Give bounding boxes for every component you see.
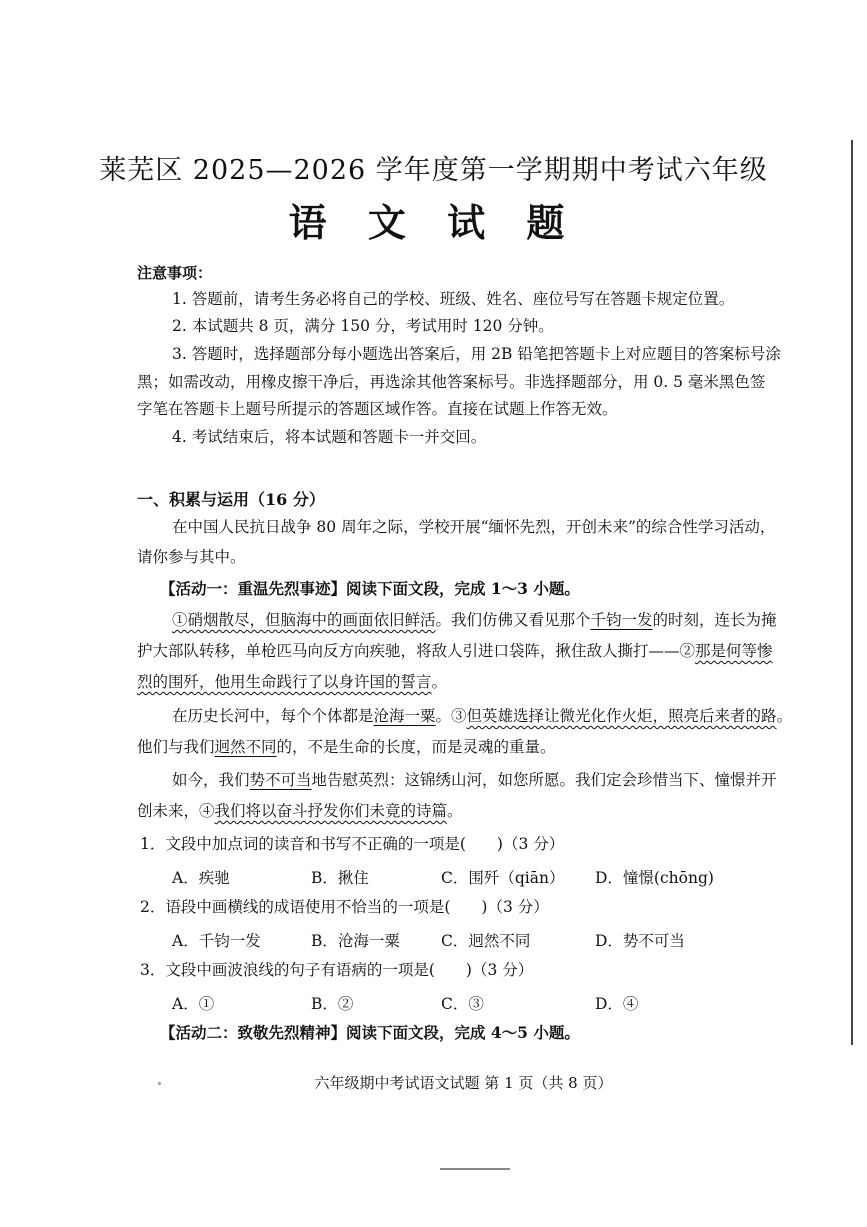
section-heading: 一、积累与运用（16 分） <box>137 490 325 509</box>
sentence-4: 我们将以奋斗抒发你们未竟的诗篇 <box>214 802 448 820</box>
intro-line-1: 在中国人民抗日战争 80 周年之际，学校开展“缅怀先烈，开创未来”的综合性学习活动， <box>172 518 776 536</box>
question-1-option-a: A．疾驰 <box>172 869 230 887</box>
idiom-1: 千钧一发 <box>590 611 653 629</box>
idiom-4: 势不可当 <box>249 771 312 789</box>
notice-heading: 注意事项： <box>137 264 213 282</box>
notice-line-3: 3. 答题时，选择题部分每小题选出答案后，用 2B 铅笔把答题卡上对应题目的答案标号涂 <box>172 345 781 363</box>
activity-2-heading: 【活动二：致敬先烈精神】阅读下面文段，完成 4～5 小题。 <box>160 1023 580 1042</box>
question-3-option-c: C．③ <box>441 995 484 1013</box>
sentence-2: 那是何等惨 <box>695 642 773 660</box>
question-1-option-d: D．憧憬(chōng) <box>595 869 714 887</box>
passage-line-2: 护大部队转移，单枪匹马向反方向疾驰，将敌人引进口袋阵，揪住敌人撕打——②那是何等惨 <box>137 642 773 660</box>
question-2-option-c: C．迥然不同 <box>441 932 531 950</box>
exam-title: 莱芜区 2025—2026 学年度第一学期期中考试六年级 <box>99 155 768 186</box>
exam-subject-title: 语 文 试 题 <box>288 200 579 245</box>
scan-edge-bottom <box>440 1168 510 1170</box>
passage-line-6: 如今，我们势不可当地告慰英烈：这锦绣山河，如您所愿。我们定会珍惜当下、憧憬并开 <box>172 771 777 789</box>
sentence-2-cont: 烈的围歼，他用生命践行了以身许国的誓言 <box>137 673 432 691</box>
notice-line-4: 4. 考试结束后，将本试题和答题卡一并交回。 <box>172 428 487 446</box>
question-2-option-d: D．势不可当 <box>595 932 685 950</box>
page-footer: 六年级期中考试语文试题 第 1 页（共 8 页） <box>314 1074 613 1092</box>
passage-line-3: 烈的围歼，他用生命践行了以身许国的誓言。 <box>137 673 448 691</box>
question-3-option-a: A．① <box>172 995 215 1013</box>
passage-line-7: 创未来，④我们将以奋斗抒发你们未竟的诗篇。 <box>137 802 463 820</box>
idiom-2: 沧海一粟 <box>373 707 436 725</box>
intro-line-2: 请你参与其中。 <box>137 548 246 566</box>
activity-1-heading: 【活动一：重温先烈事迹】阅读下面文段，完成 1～3 小题。 <box>160 579 580 598</box>
notice-line-1: 1. 答题前，请考生务必将自己的学校、班级、姓名、座位号写在答题卡规定位置。 <box>172 290 735 308</box>
passage-line-5: 他们与我们迥然不同的，不是生命的长度，而是灵魂的重量。 <box>137 738 556 756</box>
passage-line-4: 在历史长河中，每个个体都是沧海一粟。③但英雄选择让微光化作火炬，照亮后来者的路。 <box>172 707 793 725</box>
question-3-option-d: D．④ <box>595 995 639 1013</box>
passage-line-1: ①硝烟散尽，但脑海中的画面依旧鲜活。我们仿佛又看见那个千钧一发的时刻，连长为掩 <box>172 611 777 629</box>
question-2-option-b: B．沧海一粟 <box>311 932 400 950</box>
question-1-option-c: C．围歼（qiān） <box>441 869 565 887</box>
question-1-stem: 1．文段中加点词的读音和书写不正确的一项是( )（3 分） <box>140 835 565 853</box>
scan-speck <box>158 1082 161 1085</box>
scan-edge-right <box>851 140 853 1045</box>
idiom-3: 迥然不同 <box>214 738 277 756</box>
question-2-option-a: A．千钧一发 <box>172 932 261 950</box>
question-1-option-b: B．揪住 <box>311 869 369 887</box>
notice-line-3-cont: 黑；如需改动，用橡皮擦干净后，再选涂其他答案标号。非选择题部分，用 0. 5 毫米黑色签 <box>137 373 766 391</box>
question-3-stem: 3．文段中画波浪线的句子有语病的一项是( )（3 分） <box>140 961 534 979</box>
question-3-option-b: B．② <box>311 995 354 1013</box>
question-2-stem: 2．语段中画横线的成语使用不恰当的一项是( )（3 分） <box>140 898 549 916</box>
notice-line-3-cont2: 字笔在答题卡上题号所提示的答题区域作答。直接在试题上作答无效。 <box>137 400 618 418</box>
sentence-1: ①硝烟散尽，但脑海中的画面依旧鲜活 <box>172 611 436 629</box>
notice-line-2: 2. 本试题共 8 页，满分 150 分，考试用时 120 分钟。 <box>172 317 554 335</box>
sentence-3: 但英雄选择让微光化作火炬，照亮后来者的路 <box>466 707 777 725</box>
